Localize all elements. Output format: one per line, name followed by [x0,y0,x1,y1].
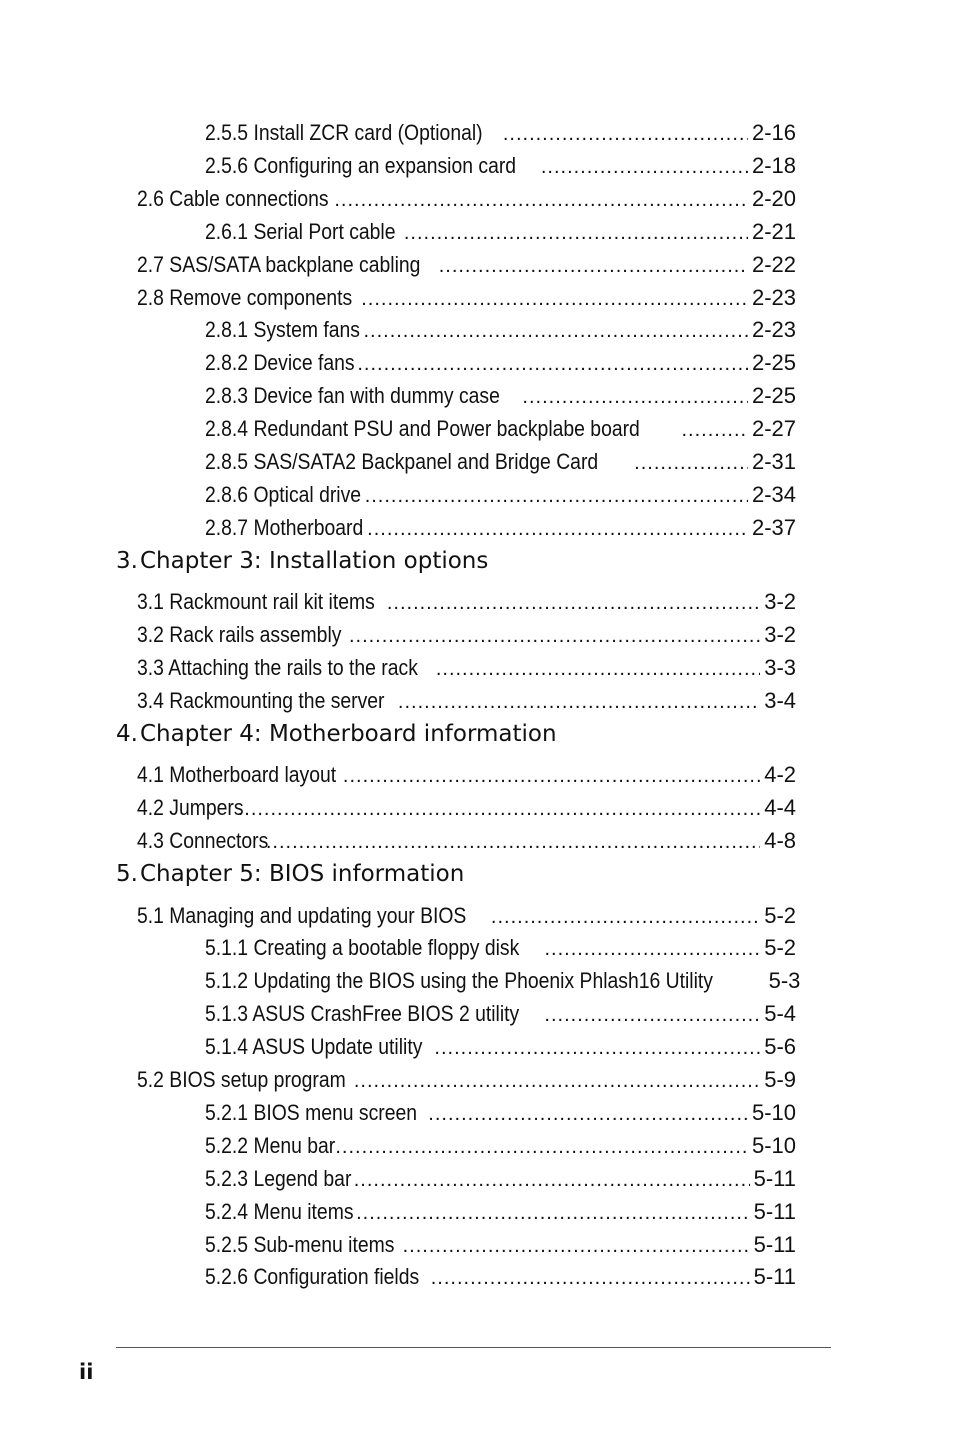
entry-title: 2.6.1 Serial Port cable [205,218,396,244]
dot-leader [428,1099,748,1129]
toc-subsection-entry[interactable] [205,933,796,963]
entry-title: 5.2.4 Menu items [205,1198,354,1224]
entry-page-number: 5-4 [764,1001,796,1027]
toc-section-entry[interactable] [137,901,796,931]
toc-subsection-entry[interactable] [205,217,796,247]
entry-page-number: 2-16 [751,120,796,145]
dot-leader [354,1066,760,1096]
chapter-title: Chapter 3: Installation options [140,547,489,574]
entry-page-number: 3-4 [764,687,796,713]
entry-title: 2.8.6 Optical drive [205,481,362,507]
entry-title: 5.1.2 Updating the BIOS using the Phoenix Phlash16 Utility [205,968,713,994]
toc-subsection-entry[interactable] [205,1032,796,1062]
chapter-title: Chapter 5: BIOS information [140,861,465,887]
toc-subsection-entry[interactable] [205,381,796,411]
toc-subsection-entry[interactable] [205,966,801,996]
entry-page-number: 2-25 [751,350,796,376]
dot-leader [403,1231,750,1261]
entry-page-number: 2-23 [751,284,796,310]
dot-leader [387,588,760,618]
entry-page-number: 2-31 [751,449,796,474]
entry-page-number: 4-4 [764,795,796,821]
dot-leader [238,794,761,824]
entry-title: 2.8.7 Motherboard [205,514,364,540]
footer-rule [116,1347,831,1348]
entry-title: 4.2 Jumpers [137,795,244,821]
entry-page-number: 5-10 [751,1132,796,1158]
entry-page-number: 5-11 [753,1198,796,1224]
entry-title: 2.6 Cable connections [137,185,329,211]
dot-leader [334,185,748,215]
toc-subsection-entry[interactable] [205,447,796,477]
entry-page-number: 5-2 [764,935,796,961]
entry-page-number: 2-18 [751,152,796,178]
entry-title: 2.5.6 Configuring an expansion card [205,152,517,178]
dot-leader [436,654,760,684]
entry-title: 5.1 Managing and updating your BIOS [137,902,467,928]
dot-leader [363,316,747,346]
toc-subsection-entry[interactable] [205,1230,796,1260]
toc-subsection-entry[interactable] [205,414,796,444]
entry-title: 2.8.1 System fans [205,317,360,343]
entry-title: 3.4 Rackmounting the server [137,687,385,713]
dot-leader [503,119,748,149]
toc-subsection-entry[interactable] [205,315,796,345]
toc-section-entry[interactable] [137,250,796,280]
chapter-heading[interactable] [116,717,557,751]
entry-page-number: 3-2 [764,589,796,615]
entry-page-number: 2-22 [751,251,796,277]
entry-title: 4.1 Motherboard layout [137,762,337,788]
dot-leader [367,514,748,544]
entry-page-number: 3-3 [764,655,796,680]
entry-page-number: 5-9 [764,1067,796,1092]
toc-section-entry[interactable] [137,184,796,214]
entry-page-number: 5-11 [753,1231,796,1257]
entry-page-number: 2-27 [751,416,796,442]
entry-title: 5.2.2 Menu bar [205,1132,336,1158]
entry-page-number: 2-21 [751,218,796,244]
dot-leader [541,152,748,182]
toc-section-entry[interactable] [137,793,796,823]
toc-subsection-entry[interactable] [205,513,796,543]
entry-page-number: 5-3 [768,968,801,994]
page-number: ii [79,1360,94,1384]
entry-page-number: 4-8 [764,828,796,854]
toc-section-entry[interactable] [137,1065,796,1095]
chapter-number: 3. [116,547,138,574]
toc-section-entry[interactable] [137,686,796,716]
dot-leader [354,1165,750,1195]
entry-page-number: 2-25 [751,383,796,409]
toc-subsection-entry[interactable] [205,1164,796,1194]
entry-page-number: 3-2 [764,622,796,648]
entry-title: 3.3 Attaching the rails to the rack [137,655,418,680]
dot-leader [491,902,760,932]
dot-leader [349,621,760,651]
toc-subsection-entry[interactable] [205,480,796,510]
entry-title: 5.2.1 BIOS menu screen [205,1099,417,1125]
dot-leader [634,448,748,478]
entry-title: 5.2 BIOS setup program [137,1067,346,1092]
entry-title: 2.8.3 Device fan with dummy case [205,383,500,409]
toc-subsection-entry[interactable] [205,1131,796,1161]
toc-subsection-entry[interactable] [205,151,796,181]
chapter-title: Chapter 4: Motherboard information [140,720,557,747]
toc-subsection-entry[interactable] [205,1098,796,1128]
entry-title: 4.3 Connectors [137,828,269,854]
dot-leader [335,1132,748,1162]
chapter-number: 4. [116,720,138,747]
toc-subsection-entry[interactable] [205,999,796,1029]
entry-page-number: 5-11 [753,1264,796,1290]
dot-leader [365,481,748,511]
entry-page-number: 5-10 [751,1099,796,1125]
entry-page-number: 2-23 [751,317,796,343]
entry-title: 5.2.3 Legend bar [205,1165,352,1191]
entry-title: 5.2.5 Sub-menu items [205,1231,395,1257]
entry-title: 5.1.1 Creating a bootable floppy disk [205,935,520,961]
entry-title: 2.8 Remove components [137,284,353,310]
entry-page-number: 5-6 [764,1034,796,1060]
dot-leader [404,218,748,248]
dot-leader [266,827,760,857]
toc-section-entry[interactable] [137,620,796,650]
entry-page-number: 2-20 [751,185,796,211]
toc-subsection-entry[interactable] [205,1262,796,1292]
toc-subsection-entry[interactable] [205,1197,796,1227]
dot-leader [431,1263,750,1293]
entry-title: 3.1 Rackmount rail kit items [137,589,375,615]
dot-leader [439,251,748,281]
entry-page-number: 5-2 [764,902,796,928]
entry-title: 2.5.5 Install ZCR card (Optional) [205,120,483,145]
dot-leader [682,415,748,445]
dot-leader [398,687,760,717]
entry-page-number: 2-37 [751,514,796,540]
entry-title: 5.1.3 ASUS CrashFree BIOS 2 utility [205,1001,520,1027]
dot-leader [544,1000,760,1030]
entry-title: 5.2.6 Configuration fields [205,1264,420,1290]
toc-section-entry[interactable] [137,826,796,856]
chapter-heading[interactable] [116,544,488,578]
dot-leader [361,284,748,314]
entry-title: 2.8.2 Device fans [205,350,355,376]
chapter-number: 5. [116,861,138,887]
dot-leader [357,349,748,379]
toc-section-entry[interactable] [137,587,796,617]
dot-leader [434,1033,760,1063]
dot-leader [343,761,760,791]
entry-title: 3.2 Rack rails assembly [137,622,342,648]
entry-title: 5.1.4 ASUS Update utility [205,1034,423,1060]
toc-section-entry[interactable] [137,760,796,790]
chapter-heading[interactable] [116,857,464,891]
dot-leader [356,1198,749,1228]
entry-title: 2.8.5 SAS/SATA2 Backpanel and Bridge Card [205,449,599,474]
toc-section-entry[interactable] [137,283,796,313]
dot-leader [545,934,761,964]
entry-title: 2.7 SAS/SATA backplane cabling [137,251,421,277]
toc-subsection-entry[interactable] [205,118,796,148]
entry-page-number: 5-11 [753,1165,796,1191]
toc-subsection-entry[interactable] [205,348,796,378]
entry-title: 2.8.4 Redundant PSU and Power backplabe board [205,416,640,442]
toc-section-entry[interactable] [137,653,796,683]
entry-page-number: 2-34 [751,481,796,507]
dot-leader [522,382,748,412]
entry-page-number: 4-2 [764,762,796,788]
